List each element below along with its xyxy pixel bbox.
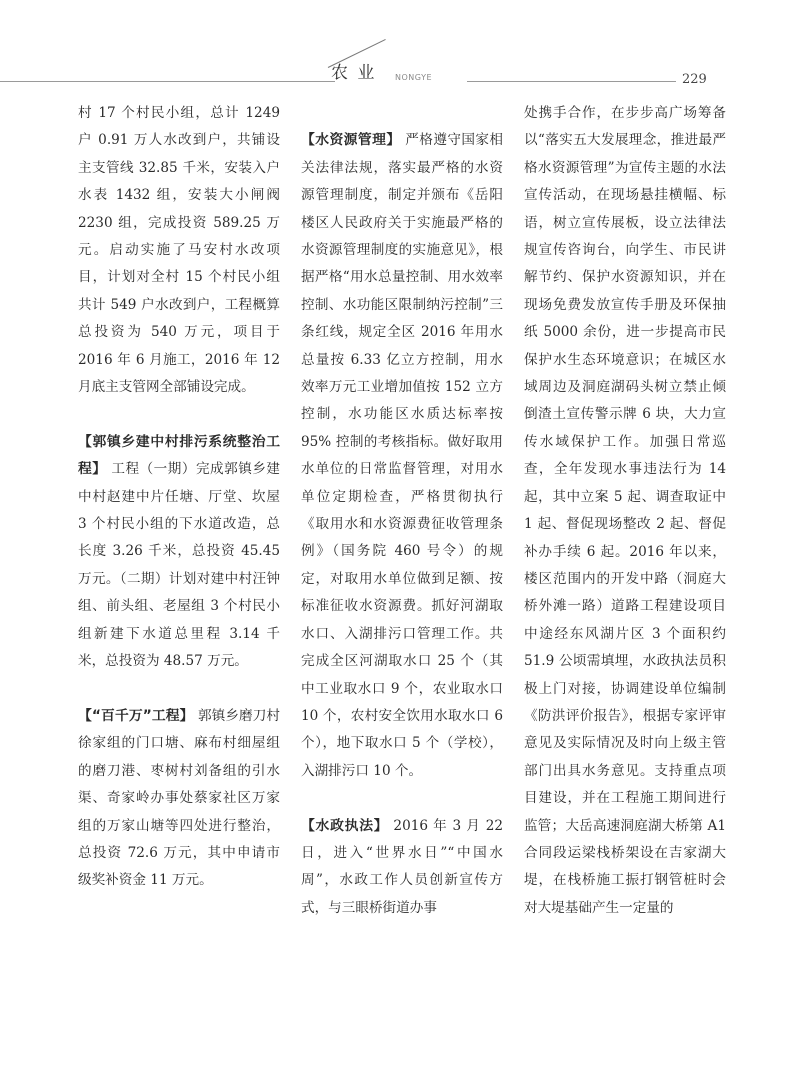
running-header bbox=[0, 0, 793, 100]
text-column-3 bbox=[524, 100, 726, 922]
article-heading: 【“百千万”工程】 bbox=[78, 707, 194, 724]
article-body: 郭镇乡磨刀村徐家组的门口塘、麻布村细屋组的磨刀港、枣树村刘备组的引水渠、奇家岭办事处蔡家社区万家组的万家山塘等四处进行整治，总投资 72.6 万元，其中申请市级奖补资金 11 万元。 bbox=[78, 707, 281, 889]
paragraph: 处携手合作，在步步高广场筹备以“落实五大发展理念，推进最严格水资源管理”为宣传主题的水法宣传活动，在现场悬挂横幅、标语，树立宣传展板，设立法律法规宣传咨询台，向学生、市民讲解节约、保护水资源知识，并在现场免费发放宣传手册及环保抽纸 5000 余份，进一步提高市民保护水生态环境意识；在城区水域周边及洞庭湖码头树立禁止倾倒渣土宣传警示牌 6 块，大力宣传水域保护工作。加强日常巡查，全年发现水事违法行为 14 起，其中立案 5 起、调查取证中 1 起、督促现场整改 2 起、督促补办手续 6 起。2016 年以来，楼区范围内的开发中路（洞庭大桥外滩一路）道路工程建设项目中途经东风湖片区 3 个面积约 51.9 公顷需填埋，水政执法员积极上门对接，协调建设单位编制《防洪评价报告》，根据专家评审意见及实际情况及时向上级主管部门出具水务意见。支持重点项目建设，并在工程施工期间进行监管；大岳高速洞庭湖大桥第 A1 合同段运梁栈桥架设在吉家湖大堤，在栈桥施工振打钢管桩时会对大堤基础产生一定量的 bbox=[524, 105, 726, 916]
header-rule-right bbox=[467, 81, 676, 82]
text-column-2 bbox=[301, 100, 503, 922]
page-number: 229 bbox=[682, 72, 707, 87]
paragraph: 村 17 个村民小组，总计 1249 户 0.91 万人水改到户，共铺设主支管线 32.85 千米，安装入户水表 1432 组，安装大小闸阀 2230 组，完成投资 589.25 万元。启动实施了马安村水改项目，计划对全村 15 个村民小组共计 549 户水改到户，工程概算总投资为 540 万元，项目于 2016 年 6 月施工，2016 年 12 月底主支管网全部铺设完成。 bbox=[78, 105, 280, 396]
article-heading: 【水政执法】 bbox=[301, 817, 389, 834]
article-heading: 【郭镇乡建中村排污系统整治工程】 bbox=[78, 433, 280, 478]
article-body: 工程（一期）完成郭镇乡建中村赵建中片任塘、厅堂、坎屋 3 个村民小组的下水道改造，总长度 3.26 千米，总投资 45.45 万元。（二期）计划对建中村汪钟组、前头组、老屋组 3 个村民小组新建下水道总里程 3.14 千米，总投资为 48.57 万元。 bbox=[78, 461, 280, 670]
section-title-pinyin: NONGYE bbox=[395, 73, 433, 82]
section-title: 农 业 bbox=[331, 63, 377, 83]
article-body: 2016 年 3 月 22 日，进入“世界水日”“中国水周”，水政工作人员创新宣传方式，与三眼桥街道办事 bbox=[301, 817, 503, 916]
article-paragraph bbox=[301, 127, 503, 785]
article-paragraph bbox=[78, 703, 280, 895]
article-heading: 【水资源管理】 bbox=[301, 132, 401, 149]
header-rule-left bbox=[0, 81, 335, 82]
article-body: 严格遵守国家相关法律法规，落实最严格的水资源管理制度，制定并颁布《岳阳楼区人民政府关于实施最严格的水资源管理制度的实施意见》，根据严格“用水总量控制、用水效率控制、水功能区限制纳污控制”三条红线，规定全区 2016 年用水总量按 6.33 亿立方控制，用水效率万元工业增加值按 152 立方控制，水功能区水质达标率按 95% 控制的考核指标。做好取用水单位的日常监督管理，对用水单位定期检查，严格贯彻执行《取用水和水资源费征收管理条例》（国务院 460 号令）的规定，对取用水单位做到足额、按标准征收水资源费。抓好河湖取水口、入湖排污口管理工作。共完成全区河湖取水口 25 个（其中工业取水口 9 个，农业取水口 10 个，农村安全饮用水取水口 6 个），地下取水口 5 个（学校），入湖排污口 10 个。 bbox=[301, 132, 503, 779]
text-column-1 bbox=[78, 100, 280, 895]
article-paragraph bbox=[78, 429, 280, 676]
article-paragraph bbox=[301, 813, 503, 923]
